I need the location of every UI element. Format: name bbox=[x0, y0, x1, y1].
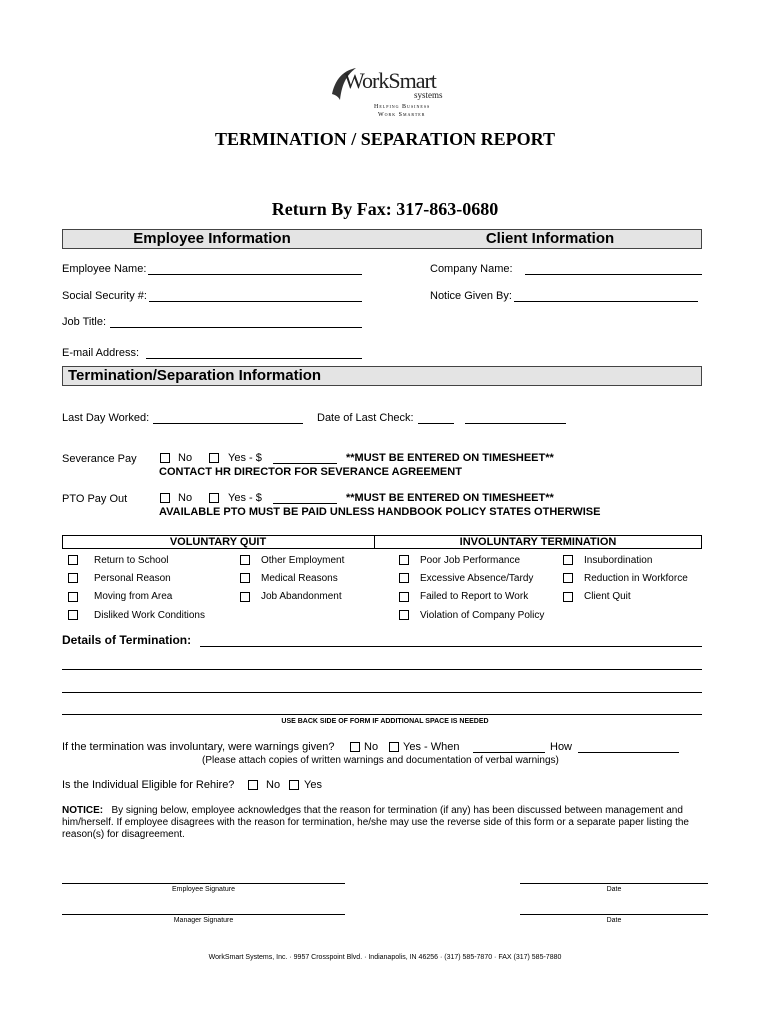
job-title-field[interactable] bbox=[110, 327, 362, 328]
logo-tagline-2: Work Smarter bbox=[378, 112, 426, 118]
company-logo bbox=[322, 62, 452, 122]
employee-date-label: Date bbox=[606, 886, 622, 893]
employee-name-field[interactable] bbox=[148, 274, 362, 275]
excessive-absence-label: Excessive Absence/Tardy bbox=[420, 573, 534, 584]
ssn-label: Social Security #: bbox=[62, 290, 147, 302]
logo-tagline-1: Helping Business bbox=[374, 104, 431, 110]
pto-note: AVAILABLE PTO MUST BE PAID UNLESS HANDBOOK POLICY STATES OTHERWISE bbox=[159, 506, 601, 518]
pto-yes-checkbox[interactable] bbox=[209, 493, 219, 503]
employee-info-header: Employee Information bbox=[133, 230, 291, 247]
poor-performance-checkbox[interactable] bbox=[399, 555, 409, 565]
last-check-label: Date of Last Check: bbox=[317, 412, 414, 424]
pto-no-label: No bbox=[178, 492, 193, 504]
disliked-conditions-checkbox[interactable] bbox=[68, 610, 78, 620]
notice-label: NOTICE: bbox=[62, 805, 104, 816]
employee-signature-field[interactable] bbox=[62, 883, 345, 884]
termination-info-header: Termination/Separation Information bbox=[68, 367, 322, 384]
other-employment-checkbox[interactable] bbox=[240, 555, 250, 565]
logo-systems-text: systems bbox=[414, 90, 443, 100]
other-employment-label: Other Employment bbox=[261, 555, 345, 566]
employee-date-field[interactable] bbox=[520, 883, 708, 884]
details-line-3[interactable] bbox=[62, 692, 702, 693]
logo-work-text: Work bbox=[344, 68, 389, 93]
rehire-question: Is the Individual Eligible for Rehire? bbox=[62, 779, 235, 791]
notice-text-1: By signing below, employee acknowledges that the reason for termination (if any) has been discussed between management and bbox=[111, 805, 683, 816]
reduction-in-workforce-label: Reduction in Workforce bbox=[584, 573, 688, 584]
details-label: Details of Termination: bbox=[62, 633, 192, 647]
details-line-1[interactable] bbox=[200, 646, 702, 647]
severance-yes-checkbox[interactable] bbox=[209, 453, 219, 463]
severance-amount-field[interactable] bbox=[273, 463, 337, 464]
insubordination-checkbox[interactable] bbox=[563, 555, 573, 565]
notice-line-1 bbox=[62, 805, 683, 816]
pto-amount-field[interactable] bbox=[273, 503, 337, 504]
warnings-how-field[interactable] bbox=[578, 752, 679, 753]
details-line-4[interactable] bbox=[62, 714, 702, 715]
manager-signature-field[interactable] bbox=[62, 914, 345, 915]
logo-smart-text: Smart bbox=[388, 68, 436, 93]
job-abandonment-label: Job Abandonment bbox=[261, 591, 342, 602]
pto-yes-label: Yes - $ bbox=[228, 492, 262, 504]
pto-must-text: **MUST BE ENTERED ON TIMESHEET** bbox=[346, 492, 554, 504]
manager-date-label: Date bbox=[606, 917, 622, 924]
warnings-when-field[interactable] bbox=[473, 752, 545, 753]
rehire-no-checkbox[interactable] bbox=[248, 780, 258, 790]
poor-performance-label: Poor Job Performance bbox=[420, 555, 521, 566]
failed-to-report-label: Failed to Report to Work bbox=[420, 591, 529, 602]
manager-signature-label: Manager Signature bbox=[173, 917, 234, 924]
pto-no-checkbox[interactable] bbox=[160, 493, 170, 503]
pto-label: PTO Pay Out bbox=[62, 493, 128, 505]
rehire-no-label: No bbox=[266, 779, 281, 791]
involuntary-termination-header: INVOLUNTARY TERMINATION bbox=[459, 536, 617, 548]
voluntary-quit-header: VOLUNTARY QUIT bbox=[169, 536, 267, 548]
policy-violation-checkbox[interactable] bbox=[399, 610, 409, 620]
medical-reasons-checkbox[interactable] bbox=[240, 573, 250, 583]
footer-address: WorkSmart Systems, Inc. · 9957 Crosspoint Blvd. · Indianapolis, IN 46256 · (317) 585-7870 · FAX (317) 585-7880 bbox=[208, 954, 562, 961]
back-side-note: USE BACK SIDE OF FORM IF ADDITIONAL SPACE IS NEEDED bbox=[281, 718, 489, 725]
disliked-conditions-label: Disliked Work Conditions bbox=[94, 610, 205, 621]
insubordination-label: Insubordination bbox=[584, 555, 653, 566]
last-day-label: Last Day Worked: bbox=[62, 412, 150, 424]
last-check-field-2[interactable] bbox=[465, 423, 566, 424]
company-name-field[interactable] bbox=[525, 274, 702, 275]
ssn-field[interactable] bbox=[149, 301, 362, 302]
warnings-how-label: How bbox=[550, 741, 573, 753]
severance-note: CONTACT HR DIRECTOR FOR SEVERANCE AGREEMENT bbox=[159, 466, 462, 478]
notice-line-3: reason(s) for disagreement. bbox=[62, 829, 185, 840]
job-title-label: Job Title: bbox=[62, 316, 107, 328]
company-name-label: Company Name: bbox=[430, 263, 513, 275]
rehire-yes-label: Yes bbox=[304, 779, 322, 791]
warnings-no-checkbox[interactable] bbox=[350, 742, 360, 752]
warnings-no-label: No bbox=[364, 741, 379, 753]
email-field[interactable] bbox=[146, 358, 362, 359]
notice-line-2: him/herself. If employee disagrees with the reason for termination, he/she may use the reverse side of this form or a separate paper listing the bbox=[62, 817, 689, 828]
excessive-absence-checkbox[interactable] bbox=[399, 573, 409, 583]
policy-violation-label: Violation of Company Policy bbox=[420, 610, 545, 621]
severance-yes-label: Yes - $ bbox=[228, 452, 262, 464]
details-line-2[interactable] bbox=[62, 669, 702, 670]
employee-name-label: Employee Name: bbox=[62, 263, 147, 275]
last-check-field-1[interactable] bbox=[418, 423, 454, 424]
employee-signature-label: Employee Signature bbox=[171, 886, 236, 893]
return-to-school-label: Return to School bbox=[94, 555, 169, 566]
warnings-note: (Please attach copies of written warnings and documentation of verbal warnings) bbox=[202, 755, 559, 766]
failed-to-report-checkbox[interactable] bbox=[399, 592, 409, 602]
notice-given-label: Notice Given By: bbox=[430, 290, 512, 302]
rehire-yes-checkbox[interactable] bbox=[289, 780, 299, 790]
severance-no-checkbox[interactable] bbox=[160, 453, 170, 463]
manager-date-field[interactable] bbox=[520, 914, 708, 915]
fax-line: Return By Fax: 317-863-0680 bbox=[271, 199, 499, 219]
severance-label: Severance Pay bbox=[62, 453, 137, 465]
personal-reason-label: Personal Reason bbox=[94, 573, 171, 584]
medical-reasons-label: Medical Reasons bbox=[261, 573, 338, 584]
severance-no-label: No bbox=[178, 452, 193, 464]
job-abandonment-checkbox[interactable] bbox=[240, 592, 250, 602]
warnings-yes-label: Yes - When bbox=[403, 741, 460, 753]
moving-from-area-label: Moving from Area bbox=[94, 591, 173, 602]
warnings-yes-checkbox[interactable] bbox=[389, 742, 399, 752]
reduction-in-workforce-checkbox[interactable] bbox=[563, 573, 573, 583]
return-to-school-checkbox[interactable] bbox=[68, 555, 78, 565]
last-day-field[interactable] bbox=[153, 423, 303, 424]
page-title: TERMINATION / SEPARATION REPORT bbox=[215, 129, 555, 149]
client-quit-checkbox[interactable] bbox=[563, 592, 573, 602]
personal-reason-checkbox[interactable] bbox=[68, 573, 78, 583]
severance-must-text: **MUST BE ENTERED ON TIMESHEET** bbox=[346, 452, 554, 464]
client-quit-label: Client Quit bbox=[584, 591, 631, 602]
moving-from-area-checkbox[interactable] bbox=[68, 592, 78, 602]
warnings-question: If the termination was involuntary, were warnings given? bbox=[62, 741, 335, 753]
client-info-header: Client Information bbox=[485, 230, 615, 247]
notice-given-field[interactable] bbox=[514, 301, 698, 302]
email-label: E-mail Address: bbox=[62, 347, 140, 359]
